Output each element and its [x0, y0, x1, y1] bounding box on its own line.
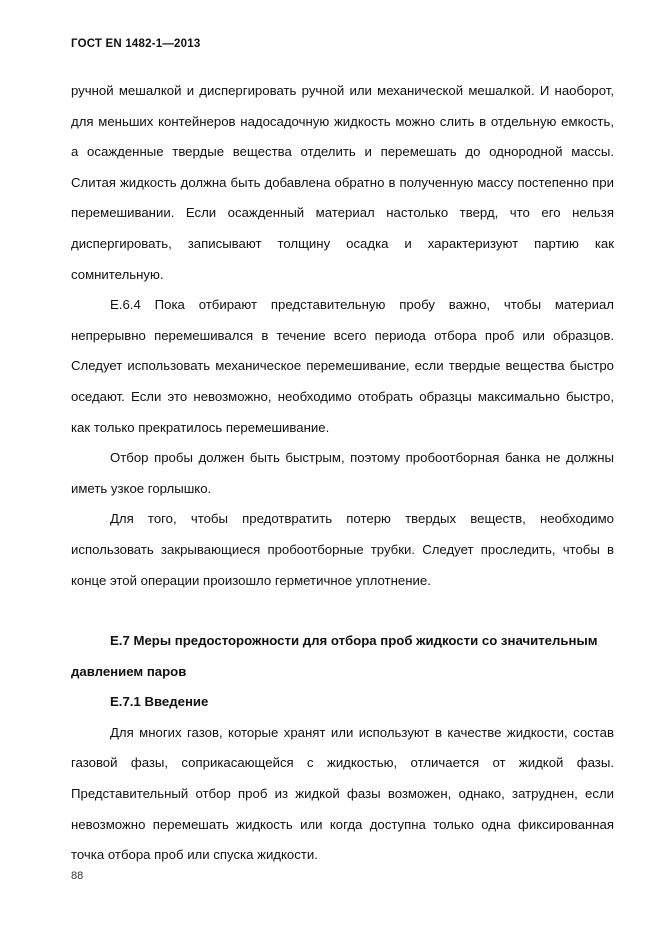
paragraph-continuation: ручной мешалкой и диспергировать ручной или механической мешалкой. И наоборот, для меньших контейнеров надосадочную жидкость можно слить в отдельную емкость, а осажденные твердые вещества отделить и перемешать до однородной массы. Слитая жидкость должна быть добавлена обратно в полученную массу постепенно при перемешивании. Если осажденный материал настолько тверд, что его нельзя диспергировать, записывают толщину осадка и характеризуют партию как сомнительную. — [71, 83, 614, 282]
page-number: 88 — [71, 870, 84, 882]
section-title: Е.7 Меры предосторожности для отбора проб жидкости со значительным — [110, 633, 598, 649]
subsection-title: Е.7.1 Введение — [110, 694, 209, 710]
paragraph-introduction: Для многих газов, которые хранят или используют в качестве жидкости, состав газовой фазы, соприкасающейся с жидкостью, отличается от жидкой фазы. Представительный отбор проб из жидкой фазы возможен, однако, затруднен, если невозможно перемешать жидкость или когда доступна только одна фиксированная точка отбора проб или спуска жидкости. — [71, 724, 614, 863]
paragraph-sampling-speed: Отбор пробы должен быть быстрым, поэтому пробоотборная банка не должны иметь узкое горлышко. — [71, 450, 614, 496]
document-body — [71, 76, 614, 871]
paragraph-sampling-tubes: Для того, чтобы предотвратить потерю твердых веществ, необходимо использовать закрывающиеся пробоотборные трубки. Следует проследить, чтобы в конце этой операции произошло герметичное уплотнение. — [71, 511, 614, 588]
section-title-continuation: давлением паров — [71, 663, 187, 679]
paragraph-e-6-4: Е.6.4 Пока отбирают представительную пробу важно, чтобы материал непрерывно перемешивался в течение всего периода отбора проб или образцов. Следует использовать механическое перемешивание, если твердые вещества быстро оседают. Если это невозможно, необходимо отобрать образцы максимально быстро, как только прекратилось перемешивание. — [71, 297, 614, 435]
document-header: ГОСТ EN 1482-1—2013 — [71, 38, 201, 50]
section-spacer — [71, 596, 614, 626]
